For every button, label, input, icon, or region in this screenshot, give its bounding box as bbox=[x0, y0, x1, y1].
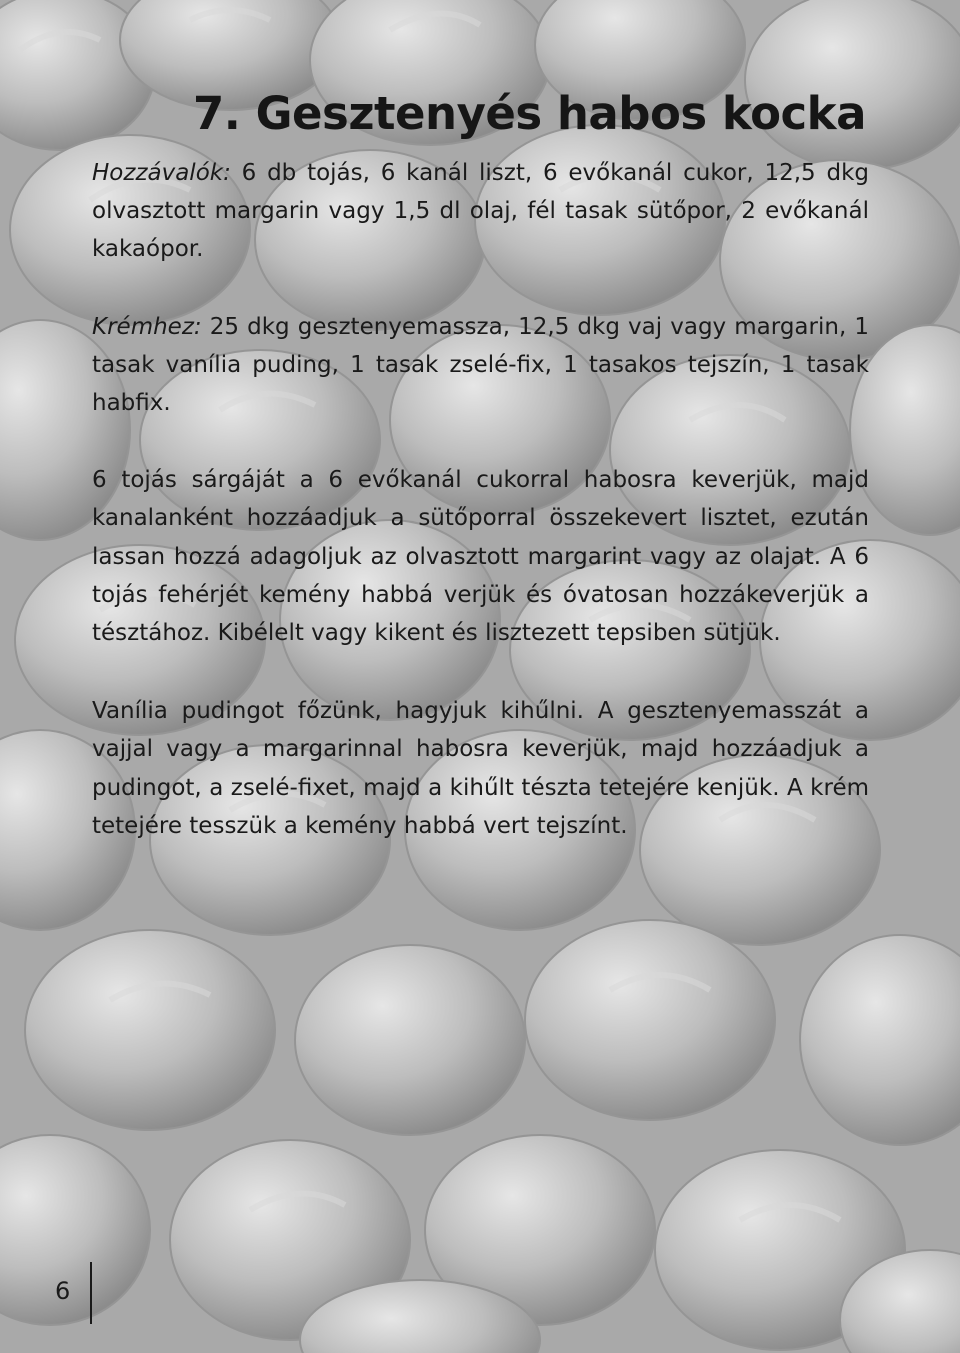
cream-text: 25 dkg gesztenyemassza, 12,5 dkg vaj vagy margarin, 1 tasak vanília puding, 1 tasak zselé-fix, 1 tasakos tejszín, 1 tasak habfix. bbox=[92, 313, 869, 417]
cream-paragraph bbox=[92, 308, 869, 423]
recipe-body bbox=[92, 154, 869, 884]
ingredients-paragraph bbox=[92, 154, 869, 269]
method-paragraph-dough: 6 tojás sárgáját a 6 evőkanál cukorral habosra keverjük, majd kanalanként hozzáadjuk a sütőporral összekevert lisztet, ezután lassan hozzá adagoljuk az olvasztott margarint vagy az olajat. A 6 tojás fehérjét kemény habbá verjük és óvatosan hozzákeverjük a tésztához. Kibélelt vagy kikent és lisztezett tepsiben sütjük. bbox=[92, 467, 869, 647]
page-number-rule bbox=[90, 1262, 92, 1324]
cream-label: Krémhez: bbox=[92, 313, 202, 340]
ingredients-text: 6 db tojás, 6 kanál liszt, 6 evőkanál cukor, 12,5 dkg olvasztott margarin vagy 1,5 dl olaj, fél tasak sütőpor, 2 evőkanál kakaópor. bbox=[92, 160, 869, 263]
ingredients-label: Hozzávalók: bbox=[92, 160, 231, 186]
recipe-title: 7. Gesztenyés habos kocka bbox=[193, 87, 866, 140]
page-number: 6 bbox=[55, 1277, 71, 1305]
method-paragraph-cream: Vanília pudingot főzünk, hagyjuk kihűlni. A gesztenyemasszát a vajjal vagy a margarinnal habosra keverjük, majd hozzáadjuk a pudingot, a zselé-fixet, majd a kihűlt tészta tetejére kenjük. A krém tetejére tesszük a kemény habbá vert tejszínt. bbox=[92, 698, 869, 839]
